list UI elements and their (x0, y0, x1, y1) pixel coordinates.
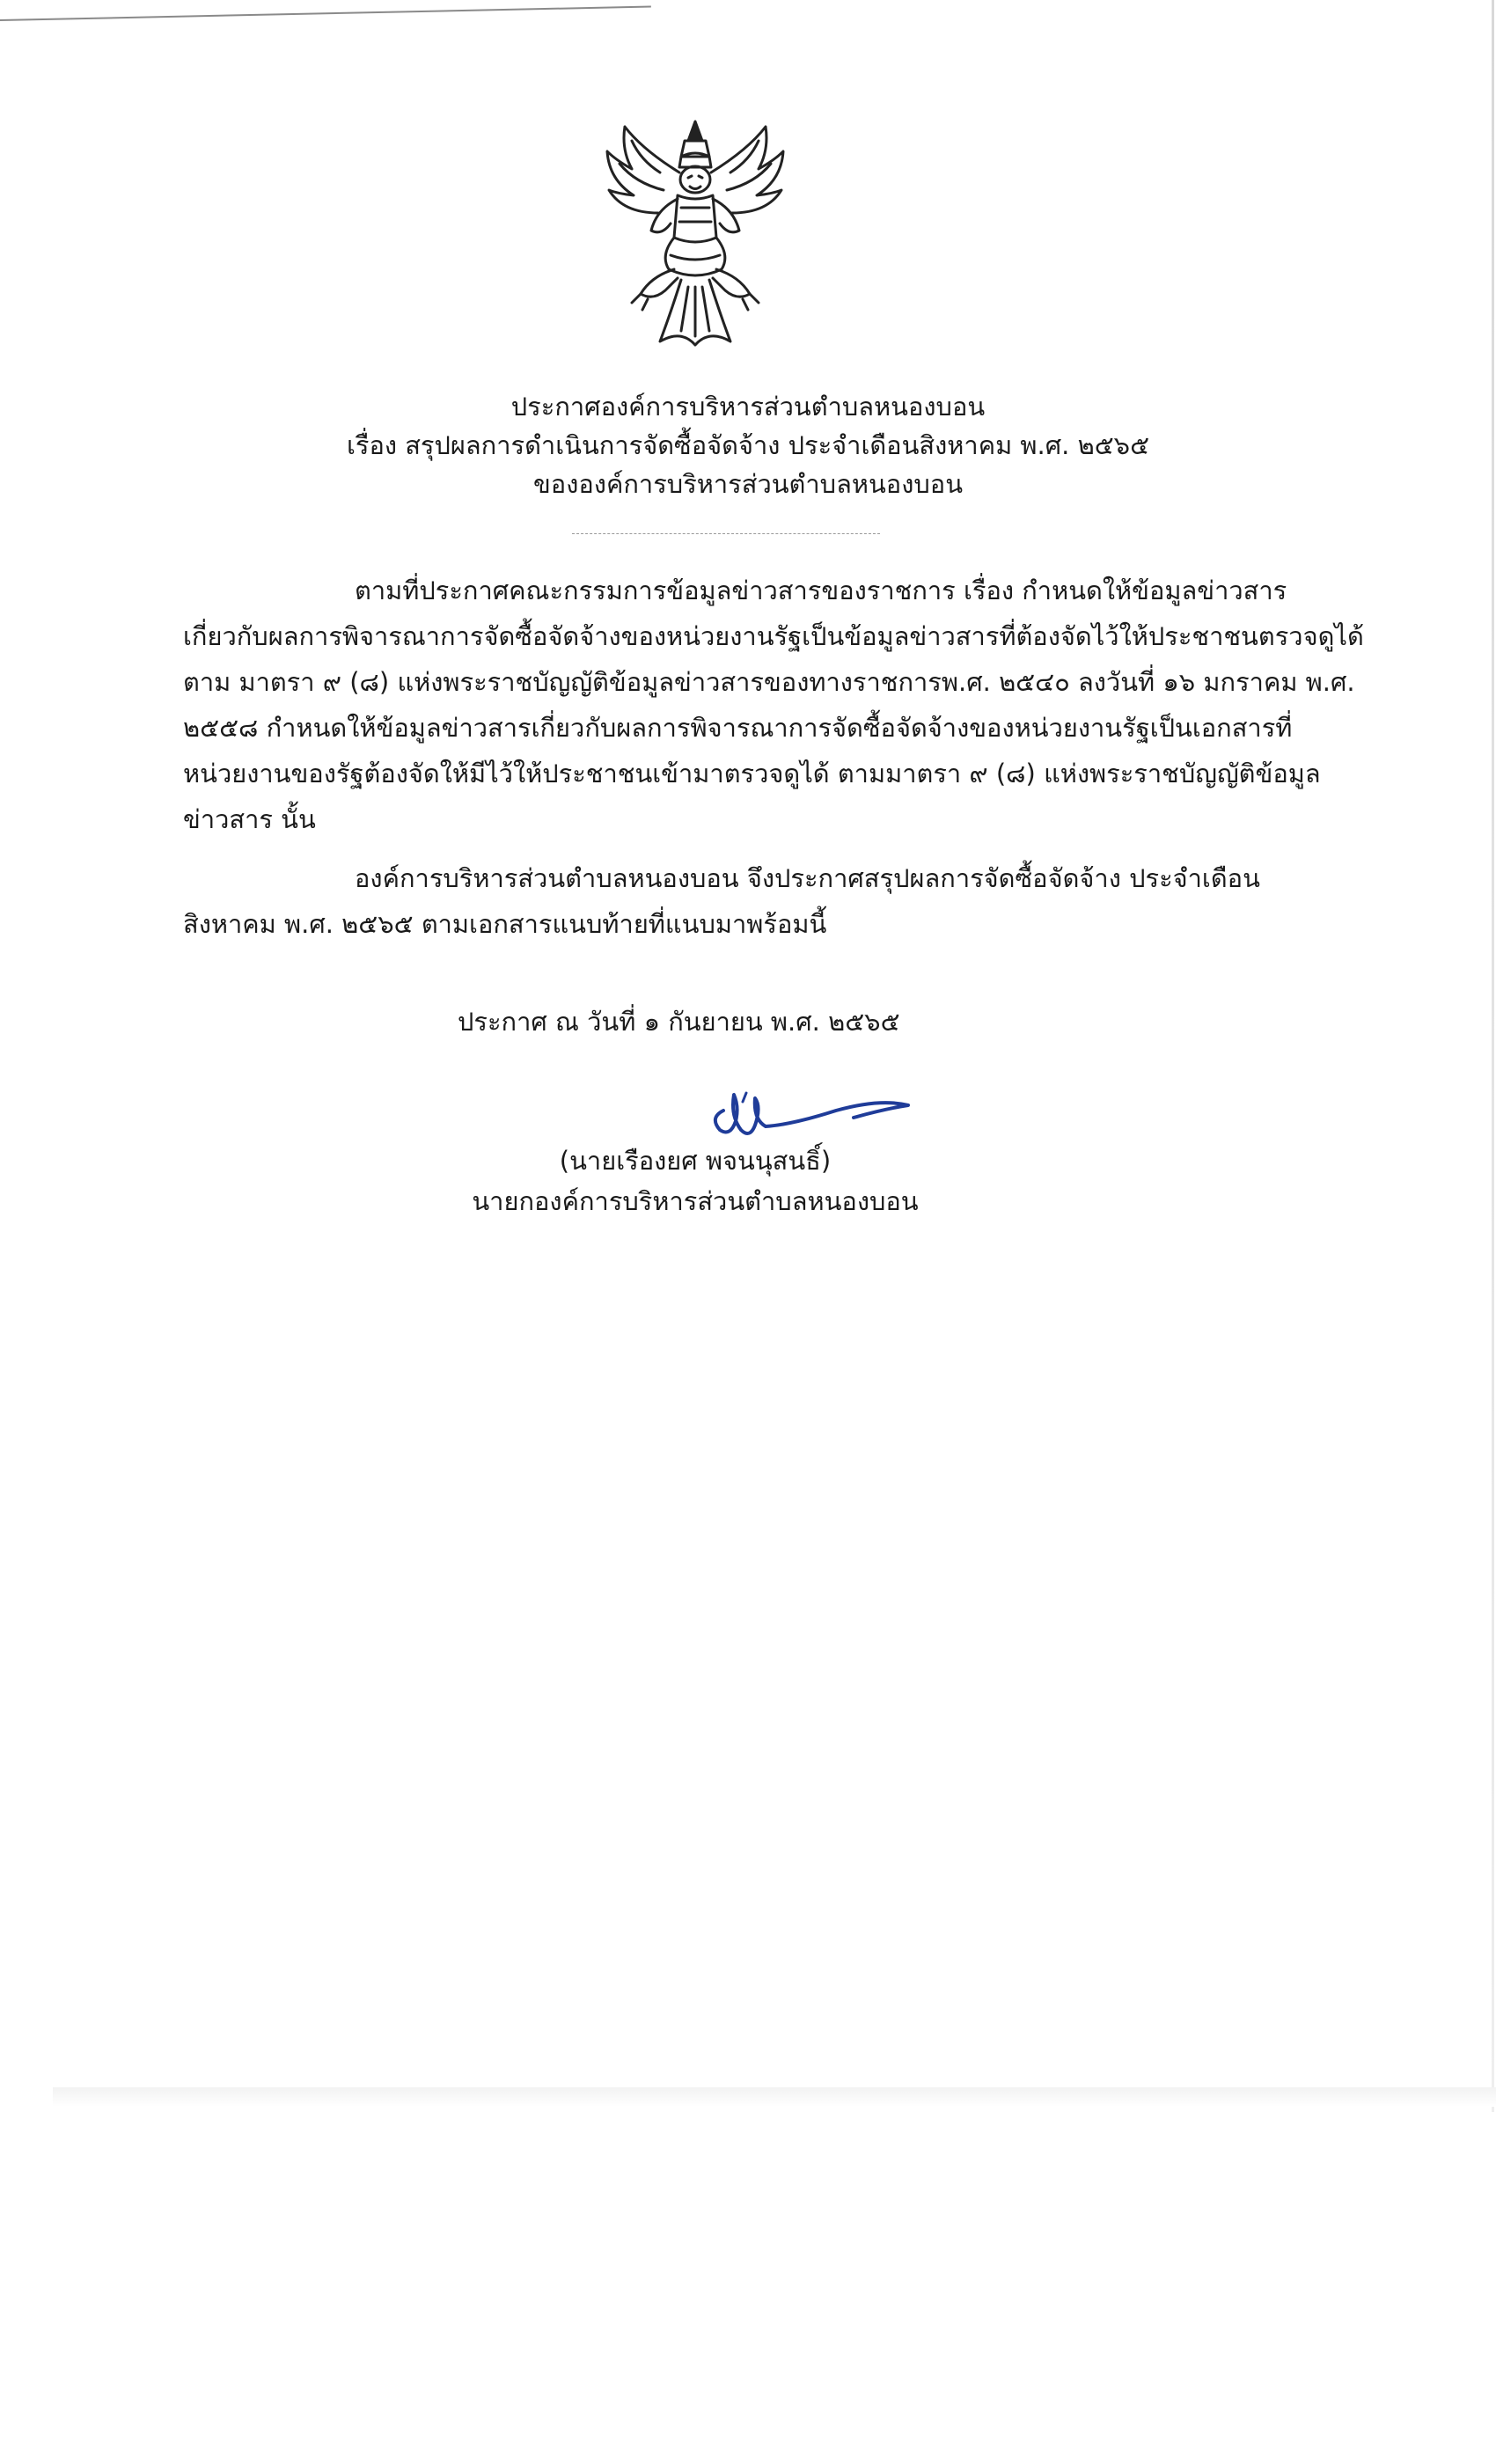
paragraph-line: สิงหาคม พ.ศ. ๒๕๖๕ ตามเอกสารแนบท้ายที่แนบมาพร้อมนี้ (183, 909, 827, 939)
paragraph-line: ข่าวสาร นั้น (183, 804, 316, 834)
body-paragraph-1 (183, 568, 1364, 842)
garuda-emblem-icon (590, 114, 801, 352)
scan-edge-line (0, 6, 651, 21)
paragraph-line: ๒๕๕๘ กำหนดให้ข้อมูลข่าวสารเกี่ยวกับผลการพิจารณาการจัดซื้อจัดจ้างของหน่วยงานรัฐเป็นเอกสารที่ (183, 713, 1293, 743)
announcement-date: ประกาศ ณ วันที่ ๑ กันยายน พ.ศ. ๒๕๖๕ (458, 1007, 900, 1037)
scan-bottom-shadow (53, 2087, 1496, 2107)
body-paragraph-2 (183, 855, 1296, 947)
heading-divider (572, 533, 880, 534)
heading-subject: เรื่อง สรุปผลการดำเนินการจัดซื้อจัดจ้าง ประจำเดือนสิงหาคม พ.ศ. ๒๕๖๕ (346, 430, 1150, 460)
signer-name: (นายเรืองยศ พจนนุสนธิ์) (559, 1146, 832, 1176)
paragraph-line: ตามที่ประกาศคณะกรรมการข้อมูลข่าวสารของราชการ เรื่อง กำหนดให้ข้อมูลข่าวสาร (355, 576, 1287, 605)
signer-title: นายกองค์การบริหารส่วนตำบลหนองบอน (472, 1186, 919, 1216)
heading-issuer: ประกาศองค์การบริหารส่วนตำบลหนองบอน (510, 392, 986, 422)
announcement-heading (0, 387, 1496, 503)
paragraph-line: หน่วยงานของรัฐต้องจัดให้มีไว้ให้ประชาชนเข้ามาตรวจดูได้ ตามมาตรา ๙ (๘) แห่งพระราชบัญญัติข้อมูล (183, 759, 1321, 788)
heading-organization: ขององค์การบริหารส่วนตำบลหนองบอน (532, 469, 964, 499)
paragraph-line: ตาม มาตรา ๙ (๘) แห่งพระราชบัญญัติข้อมูลข่าวสารของทางราชการพ.ศ. ๒๕๔๐ ลงวันที่ ๑๖ มกราคม พ.ศ. (183, 667, 1355, 697)
paragraph-line: เกี่ยวกับผลการพิจารณาการจัดซื้อจัดจ้างของหน่วยงานรัฐเป็นข้อมูลข่าวสารที่ต้องจัดไว้ให้ประชาชนตรวจดูได้ (183, 621, 1364, 651)
scan-right-shadow (1492, 0, 1494, 2112)
paragraph-line: องค์การบริหารส่วนตำบลหนองบอน จึงประกาศสรุปผลการจัดซื้อจัดจ้าง ประจำเดือน (355, 863, 1260, 893)
